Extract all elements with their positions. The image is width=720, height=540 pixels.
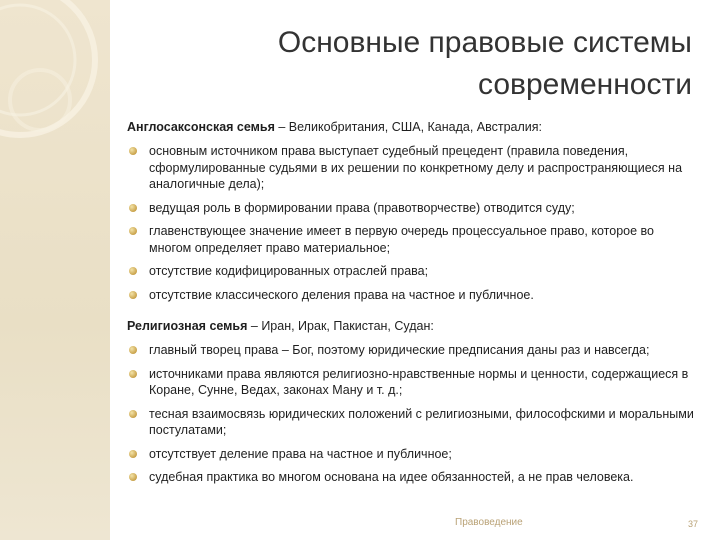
bullet-icon [129,227,137,235]
bullet-icon [129,450,137,458]
footer-label: Правоведение [455,517,523,528]
bullet-icon [129,204,137,212]
list-item: источниками права являются религиозно-нравственные нормы и ценности, содержащиеся в Коране, Сунне, Ведах, законах Ману и т. д.; [127,366,697,399]
religious-heading-bold: Религиозная семья [127,319,248,333]
slide-title-line-2: современности [478,68,692,101]
list-item: главенствующее значение имеет в первую очередь процессуальное право, которое во многом определяет право материальное; [127,223,697,256]
list-item: основным источником права выступает судебный прецедент (правила поведения, сформулированные судьями в их решении по конкретному делу и распространяющиеся на аналогичные дела); [127,143,697,193]
decorative-side-band [0,0,110,540]
slide-title-line-1: Основные правовые системы [277,26,692,59]
slide-title [172,22,692,106]
bullet-icon [129,473,137,481]
bullet-icon [129,147,137,155]
bullet-icon [129,410,137,418]
bullet-icon [129,370,137,378]
list-item: отсутствие кодифицированных отраслей права; [127,263,697,280]
religious-bullet-list [127,342,697,493]
religious-section-heading [127,319,434,333]
anglo-bullet-list [127,143,697,310]
list-item: главный творец права – Бог, поэтому юридические предписания даны раз и навсегда; [127,342,697,359]
list-item: судебная практика во многом основана на идее обязанностей, а не прав человека. [127,469,697,486]
list-item: тесная взаимосвязь юридических положений с религиозными, философскими и моральными постулатами; [127,406,697,439]
list-item: отсутствует деление права на частное и публичное; [127,446,697,463]
bullet-icon [129,267,137,275]
list-item: ведущая роль в формировании права (правотворчестве) отводится суду; [127,200,697,217]
anglo-heading-bold: Англосаксонская семья [127,120,275,134]
list-item: отсутствие классического деления права на частное и публичное. [127,287,697,304]
decorative-circles [0,0,110,540]
bullet-icon [129,291,137,299]
religious-heading-rest: – Иран, Ирак, Пакистан, Судан: [247,319,434,333]
anglo-section-heading [127,120,542,134]
bullet-icon [129,346,137,354]
anglo-heading-rest: – Великобритания, США, Канада, Австралия: [274,120,543,134]
page-number: 37 [687,519,698,529]
